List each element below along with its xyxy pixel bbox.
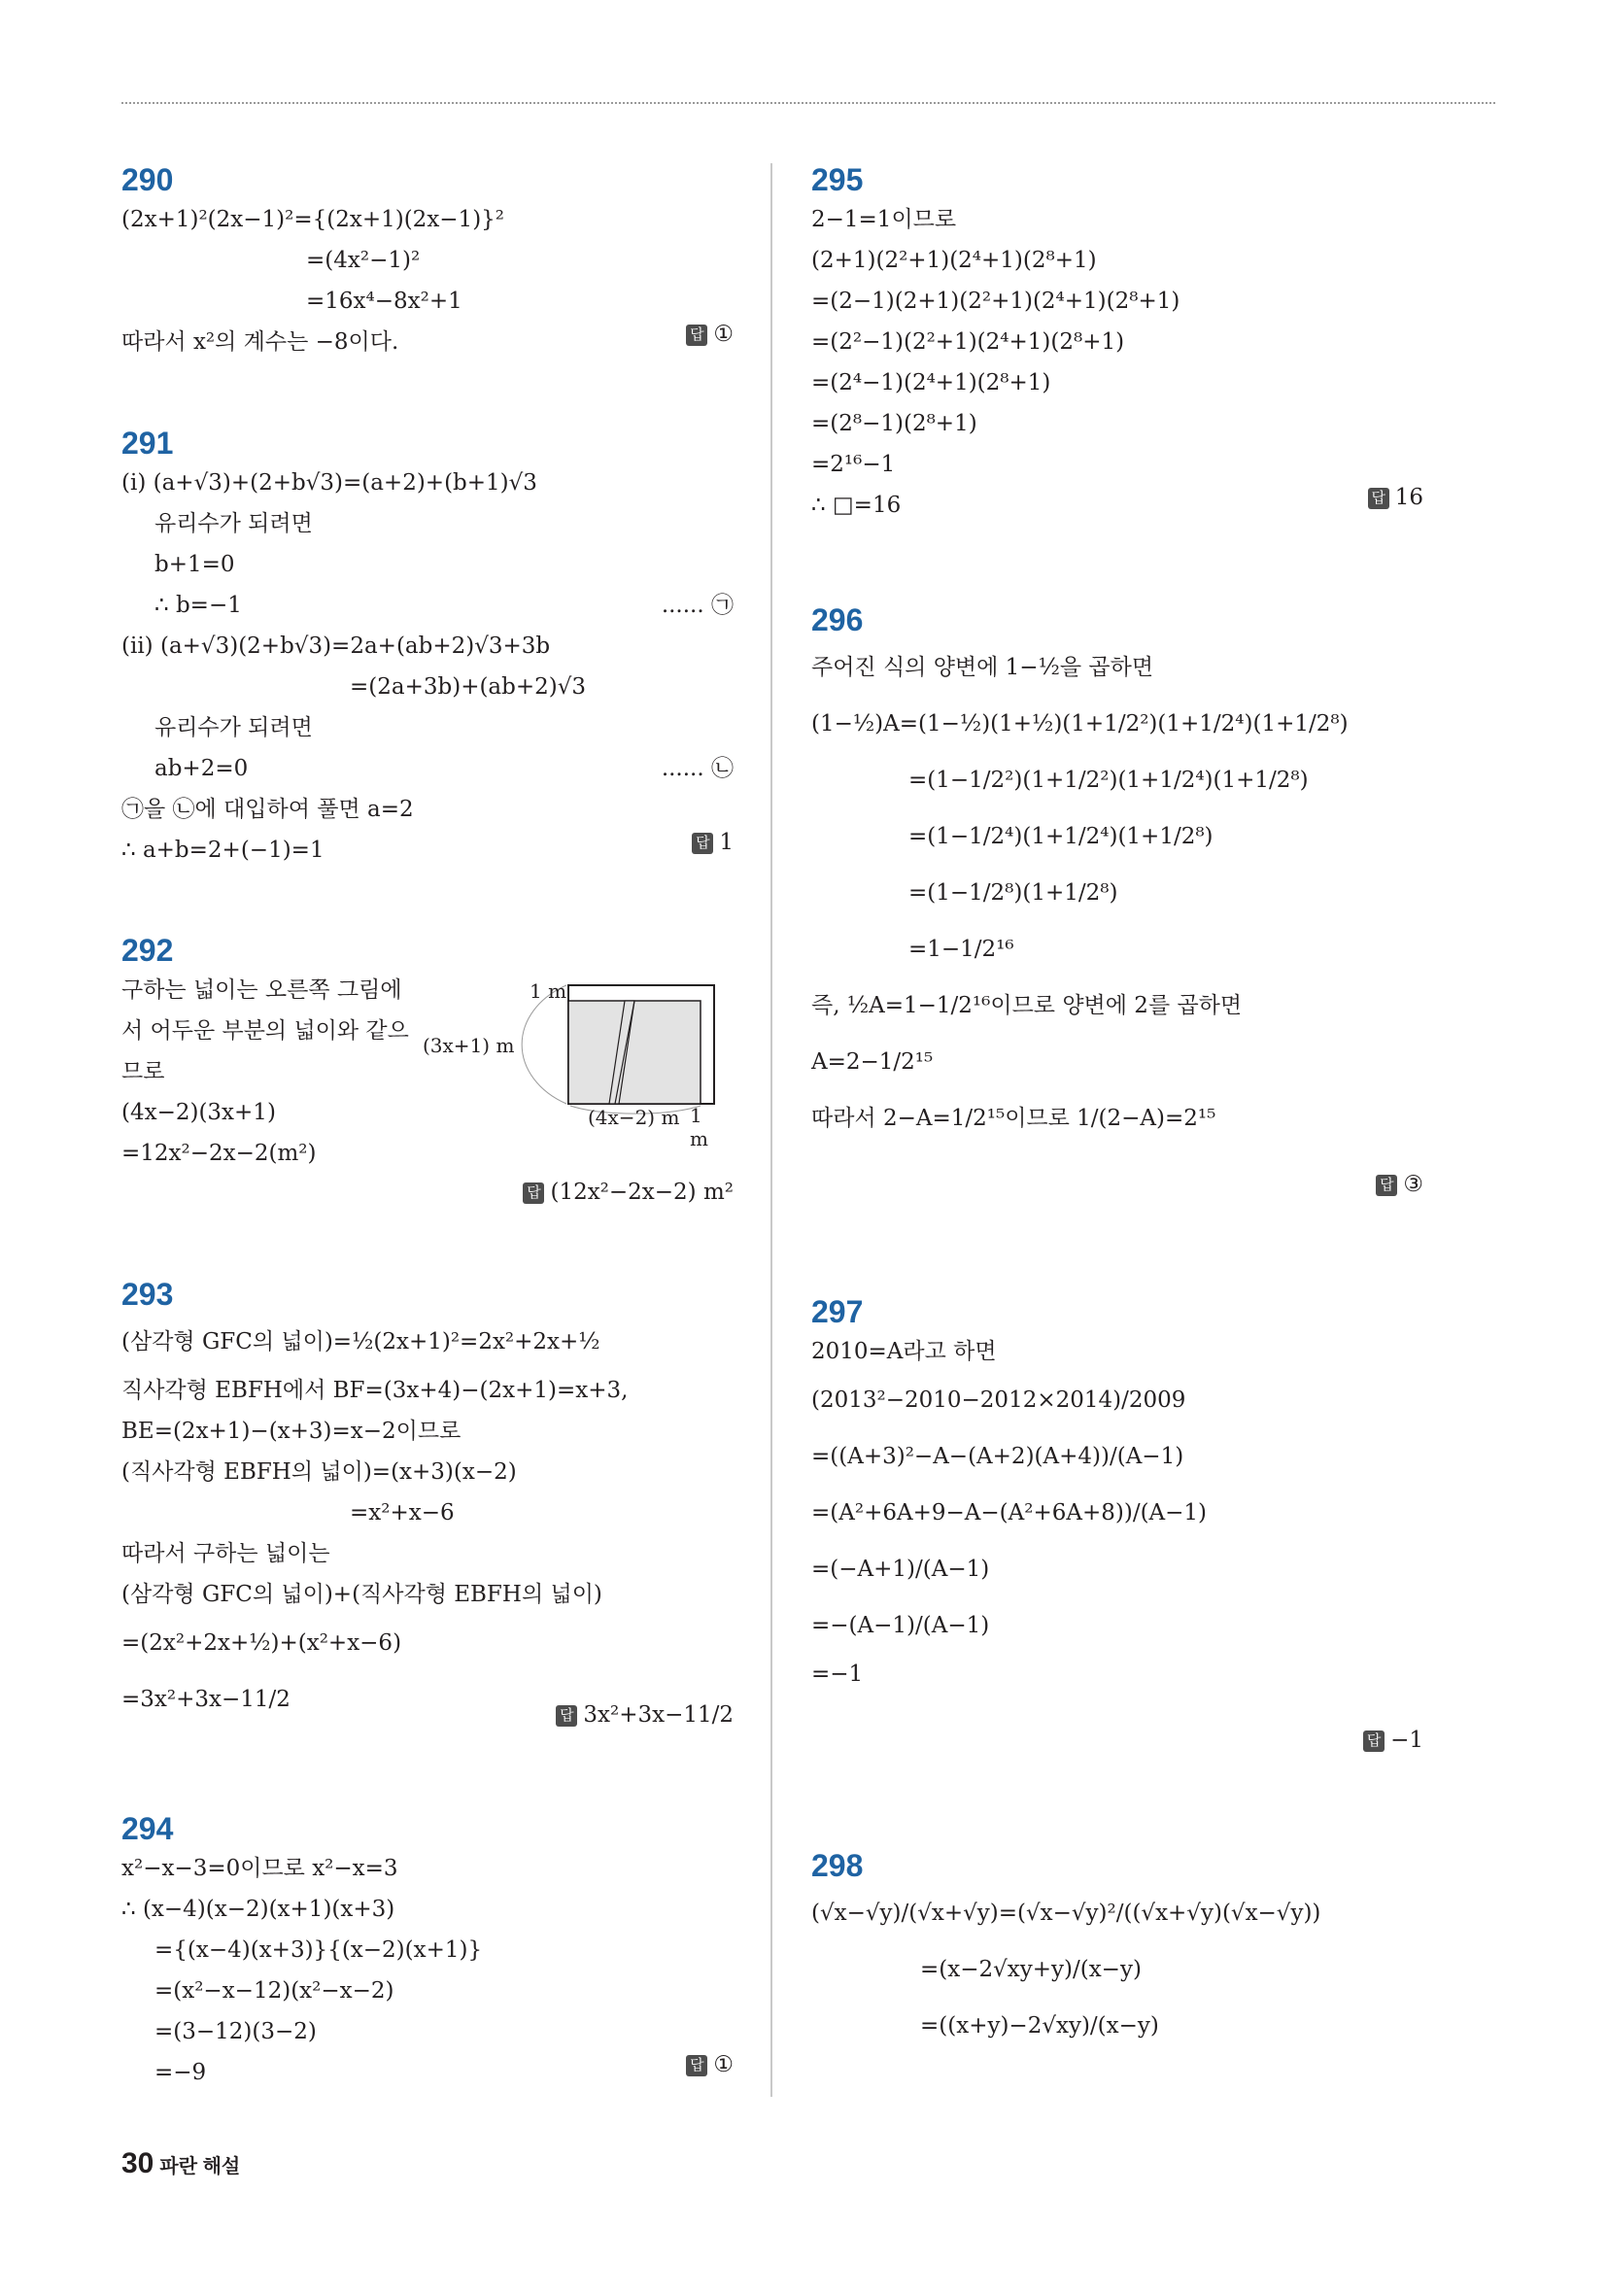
- answer-value: ①: [713, 2052, 734, 2077]
- solution-line: (√x−√y)/(√x+√y)=(√x−√y)²/((√x+√y)(√x−√y)): [811, 1901, 1321, 1926]
- solution-line: 2−1=1이므로: [811, 207, 957, 232]
- solution-line: 주어진 식의 양변에 1−½을 곱하면: [811, 655, 1154, 680]
- solution-line: =1−1/2¹⁶: [908, 937, 1014, 962]
- problem-297: [811, 1292, 1423, 1753]
- figure-top-label: 1 m: [530, 979, 567, 1003]
- solution-text: ∴ b=−1: [154, 593, 242, 618]
- answer-tag-icon: 답: [1376, 1175, 1397, 1196]
- solution-line: (1−½)A=(1−½)(1+½)(1+1/2²)(1+1/2⁴)(1+1/2⁸): [811, 711, 1349, 737]
- problem-292: [121, 931, 734, 1205]
- solution-text: ab+2=0: [154, 756, 249, 781]
- solution-line: =12x²−2x−2(m²): [121, 1141, 317, 1166]
- answer-value: 1: [719, 830, 734, 855]
- solution-line: [121, 748, 734, 789]
- solution-line: 직사각형 EBFH에서 BF=(3x+4)−(2x+1)=x+3,: [121, 1378, 629, 1403]
- problem-295: [811, 160, 1423, 526]
- solution-line: =(2⁴−1)(2⁴+1)(2⁸+1): [811, 370, 1051, 395]
- problem-number: 294: [121, 1811, 174, 1846]
- answer-value: ①: [713, 322, 734, 347]
- answer-tag-icon: 답: [556, 1705, 577, 1727]
- solution-line: A=2−1/2¹⁵: [811, 1049, 934, 1075]
- column-divider: [770, 163, 772, 2097]
- figure-corner-label: 1 m: [690, 1104, 708, 1150]
- problem-number: 290: [121, 162, 174, 197]
- solution-line: (직사각형 EBFH의 넓이)=(x+3)(x−2): [121, 1459, 517, 1485]
- solution-line: =((A+3)²−A−(A+2)(A+4))/(A−1): [811, 1444, 1184, 1469]
- solution-line: =x²+x−6: [350, 1500, 455, 1525]
- answer: [1376, 1172, 1423, 1197]
- answer: [686, 2052, 734, 2077]
- problem-number: 297: [811, 1294, 864, 1329]
- answer: [1363, 1728, 1423, 1753]
- problem-291: [121, 424, 734, 871]
- solution-line: 따라서 2−A=1/2¹⁵이므로 1/(2−A)=2¹⁵: [811, 1106, 1216, 1131]
- answer-tag-icon: 답: [523, 1182, 544, 1204]
- solution-line: 유리수가 되려면: [154, 511, 313, 536]
- problem-number: 293: [121, 1277, 174, 1312]
- solution-line: 므로: [121, 1059, 165, 1084]
- answer-tag-icon: 답: [692, 833, 713, 854]
- solution-line: (2x+1)²(2x−1)²={(2x+1)(2x−1)}²: [121, 207, 505, 232]
- answer-tag-icon: 답: [1368, 488, 1389, 509]
- answer: [1368, 485, 1423, 510]
- solution-line: =(1−1/2²)(1+1/2²)(1+1/2⁴)(1+1/2⁸): [908, 768, 1309, 793]
- solution-line: =(1−1/2⁴)(1+1/2⁴)(1+1/2⁸): [908, 824, 1214, 849]
- solution-line: =((x+y)−2√xy)/(x−y): [920, 2013, 1159, 2039]
- figure-left-label: (3x+1) m: [423, 1034, 515, 1057]
- solution-line: =(A²+6A+9−A−(A²+6A+8))/(A−1): [811, 1500, 1208, 1525]
- solution-line: 따라서 x²의 계수는 −8이다.: [121, 329, 399, 355]
- problem-293: [121, 1275, 734, 1728]
- solution-line: =(1−1/2⁸)(1+1/2⁸): [908, 880, 1118, 906]
- section-label: 파란 해설: [159, 2156, 241, 2177]
- problem-294: [121, 1809, 734, 2093]
- answer-value: 16: [1394, 485, 1423, 510]
- solution-line: =(2²−1)(2²+1)(2⁴+1)(2⁸+1): [811, 329, 1125, 355]
- solution-line: 유리수가 되려면: [154, 715, 313, 740]
- problem-number: 298: [811, 1848, 864, 1883]
- solution-line: ∴ □=16: [811, 493, 902, 518]
- solution-line: =(2a+3b)+(ab+2)√3: [350, 674, 587, 700]
- solution-line: x²−x−3=0이므로 x²−x=3: [121, 1856, 398, 1881]
- solution-line: (ii) (a+√3)(2+b√3)=2a+(ab+2)√3+3b: [121, 634, 551, 659]
- solution-line: =(4x²−1)²: [306, 248, 421, 273]
- solution-line: ㉠을 ㉡에 대입하여 풀면 a=2: [121, 797, 414, 822]
- answer-value: −1: [1390, 1728, 1423, 1753]
- solution-line: 서 어두운 부분의 넓이와 같으: [121, 1018, 409, 1044]
- answer-value: 3x²+3x−11/2: [583, 1702, 734, 1728]
- solution-line: =−9: [154, 2060, 207, 2085]
- solution-line: (i) (a+√3)+(2+b√3)=(a+2)+(b+1)√3: [121, 470, 537, 496]
- solution-line: =(−A+1)/(A−1): [811, 1557, 990, 1582]
- answer: [692, 830, 734, 855]
- solution-line: 구하는 넓이는 오른쪽 그림에: [121, 977, 402, 1003]
- answer-tag-icon: 답: [1363, 1731, 1385, 1752]
- solution-line: b+1=0: [154, 552, 235, 577]
- solution-line: =−(A−1)/(A−1): [811, 1613, 990, 1638]
- solution-line: =2¹⁶−1: [811, 452, 896, 477]
- solution-line: =(2⁸−1)(2⁸+1): [811, 411, 977, 436]
- answer: [686, 322, 734, 347]
- solution-line: (2+1)(2²+1)(2⁴+1)(2⁸+1): [811, 248, 1097, 273]
- answer-value: ③: [1403, 1172, 1423, 1197]
- page-number: 30: [121, 2147, 154, 2179]
- problem-298: [811, 1846, 1423, 2054]
- problem-number: 292: [121, 933, 174, 968]
- solution-line: (삼각형 GFC의 넓이)=½(2x+1)²=2x²+2x+½: [121, 1329, 600, 1354]
- problem-number: 291: [121, 426, 174, 461]
- solution-line: (4x−2)(3x+1): [121, 1100, 276, 1125]
- solution-line: 따라서 구하는 넓이는: [121, 1541, 330, 1566]
- problem-number: 296: [811, 602, 864, 637]
- solution-line: =16x⁴−8x²+1: [306, 289, 462, 314]
- solution-line: [121, 585, 734, 626]
- solution-line: ∴ (x−4)(x−2)(x+1)(x+3): [121, 1897, 395, 1922]
- page-footer: [121, 2147, 240, 2180]
- problem-296: [811, 600, 1423, 1197]
- solution-line: (2013²−2010−2012×2014)/2009: [811, 1388, 1186, 1413]
- top-dotted-rule: [121, 102, 1495, 104]
- solution-line: (삼각형 GFC의 넓이)+(직사각형 EBFH의 넓이): [121, 1582, 602, 1607]
- answer-tag-icon: 답: [686, 2055, 707, 2076]
- problem-number: 295: [811, 162, 864, 197]
- solution-line: ∴ a+b=2+(−1)=1: [121, 838, 325, 863]
- solution-line: =(3−12)(3−2): [154, 2019, 317, 2044]
- answer-value: (12x²−2x−2) m²: [550, 1180, 734, 1205]
- figure-bottom-label: (4x−2) m: [588, 1106, 680, 1129]
- equation-mark: ...... ㉠: [661, 593, 734, 618]
- solution-line: ={(x−4)(x+3)}{(x−2)(x+1)}: [154, 1937, 483, 1963]
- solution-line: =(2−1)(2+1)(2²+1)(2⁴+1)(2⁸+1): [811, 289, 1180, 314]
- answer: [523, 1180, 734, 1205]
- problem-290: [121, 160, 734, 362]
- answer: [556, 1702, 734, 1728]
- solution-line: =−1: [811, 1662, 864, 1687]
- solution-line: 즉, ½A=1−1/2¹⁶이므로 양변에 2를 곱하면: [811, 993, 1243, 1018]
- equation-mark: ...... ㉡: [661, 756, 734, 781]
- solution-line: =3x²+3x−11/2: [121, 1687, 291, 1712]
- area-figure: [423, 979, 724, 1150]
- solution-line: =(x²−x−12)(x²−x−2): [154, 1978, 394, 2004]
- solution-line: 2010=A라고 하면: [811, 1339, 997, 1364]
- solution-line: =(x−2√xy+y)/(x−y): [920, 1957, 1142, 1982]
- solution-line: BE=(2x+1)−(x+3)=x−2이므로: [121, 1419, 462, 1444]
- answer-tag-icon: 답: [686, 325, 707, 346]
- solution-line: =(2x²+2x+½)+(x²+x−6): [121, 1630, 402, 1656]
